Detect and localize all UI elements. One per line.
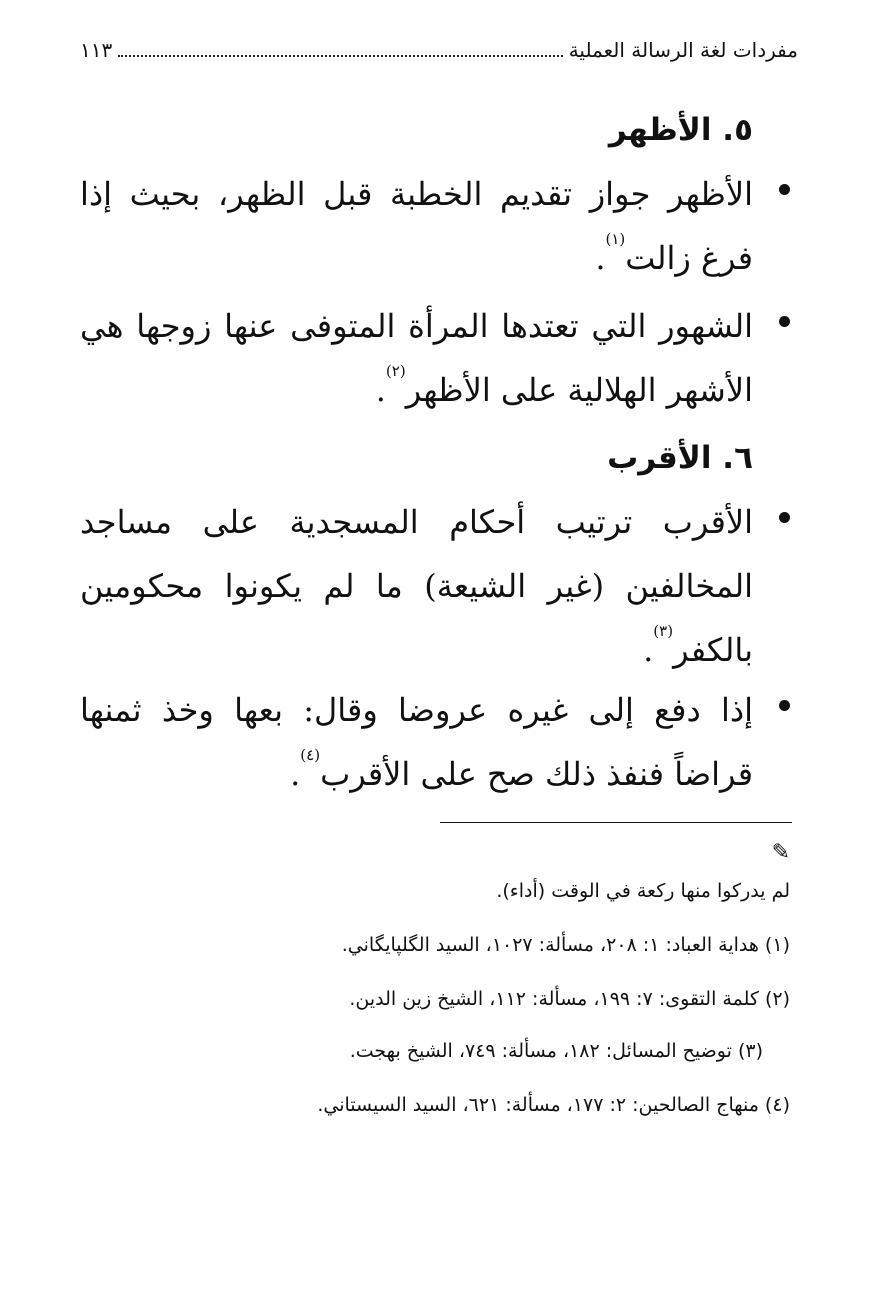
footnote-1: (١) هداية العباد: ١: ٢٠٨، مسألة: ١٠٢٧، السيد الگلپايگاني. [341, 934, 790, 956]
running-header-title: مفردات لغة الرسالة العملية [568, 38, 798, 62]
section-heading-azhar: ٥. الأظهر [608, 112, 753, 148]
section-heading-aqrab: ٦. الأقرب [607, 440, 753, 476]
page-number: ١١٣ [80, 38, 113, 62]
footnote-4: (٤) منهاج الصالحين: ٢: ١٧٧، مسألة: ٦٢١، السيد السيستاني. [317, 1094, 790, 1116]
list-item [80, 490, 753, 682]
list-item [80, 294, 753, 422]
continuation-marker-icon: ✎ [771, 840, 790, 865]
footnote-ref: (٣) [653, 622, 674, 640]
list-item-text: الشهور التي تعتدها المرأة المتوفى عنها زوجها هي الأشهر الهلالية على الأظهر$^{(٢)}$. [80, 307, 753, 409]
footnote-continuation: لم يدركوا منها ركعة في الوقت (أداء). [496, 880, 790, 902]
bullet-icon [779, 184, 790, 195]
bullet-icon [779, 512, 790, 523]
footnote-separator [440, 822, 792, 823]
footnote-ref: (٢) [385, 362, 406, 380]
footnote-ref: (٤) [300, 746, 321, 764]
bullet-icon [779, 700, 790, 711]
bullet-icon [779, 316, 790, 327]
footnote-2: (٢) كلمة التقوى: ٧: ١٩٩، مسألة: ١١٢، الشيخ زين الدين. [349, 988, 790, 1010]
footnote-ref: (١) [605, 230, 626, 248]
running-header [80, 38, 798, 78]
list-item [80, 162, 753, 290]
list-item-text: إذا دفع إلى غيره عروضا وقال: بعها وخذ ثمنها قراضاً فنفذ ذلك صح على الأقرب$^{(٤)}$. [80, 691, 753, 793]
list-item-text: الأظهر جواز تقديم الخطبة قبل الظهر، بحيث إذا فرغ زالت$^{(١)}$. [80, 175, 753, 277]
list-item [80, 678, 753, 806]
footnote-3: (٣) توضيح المسائل: ١٨٢، مسألة: ٧٤٩، الشيخ بهجت. [349, 1040, 763, 1062]
list-item-text: الأقرب ترتيب أحكام المسجدية على مساجد المخالفين (غير الشيعة) ما لم يكونوا محكومين بالكفر$^{(٣)}$. [80, 503, 753, 669]
header-dot-leader [118, 39, 562, 57]
